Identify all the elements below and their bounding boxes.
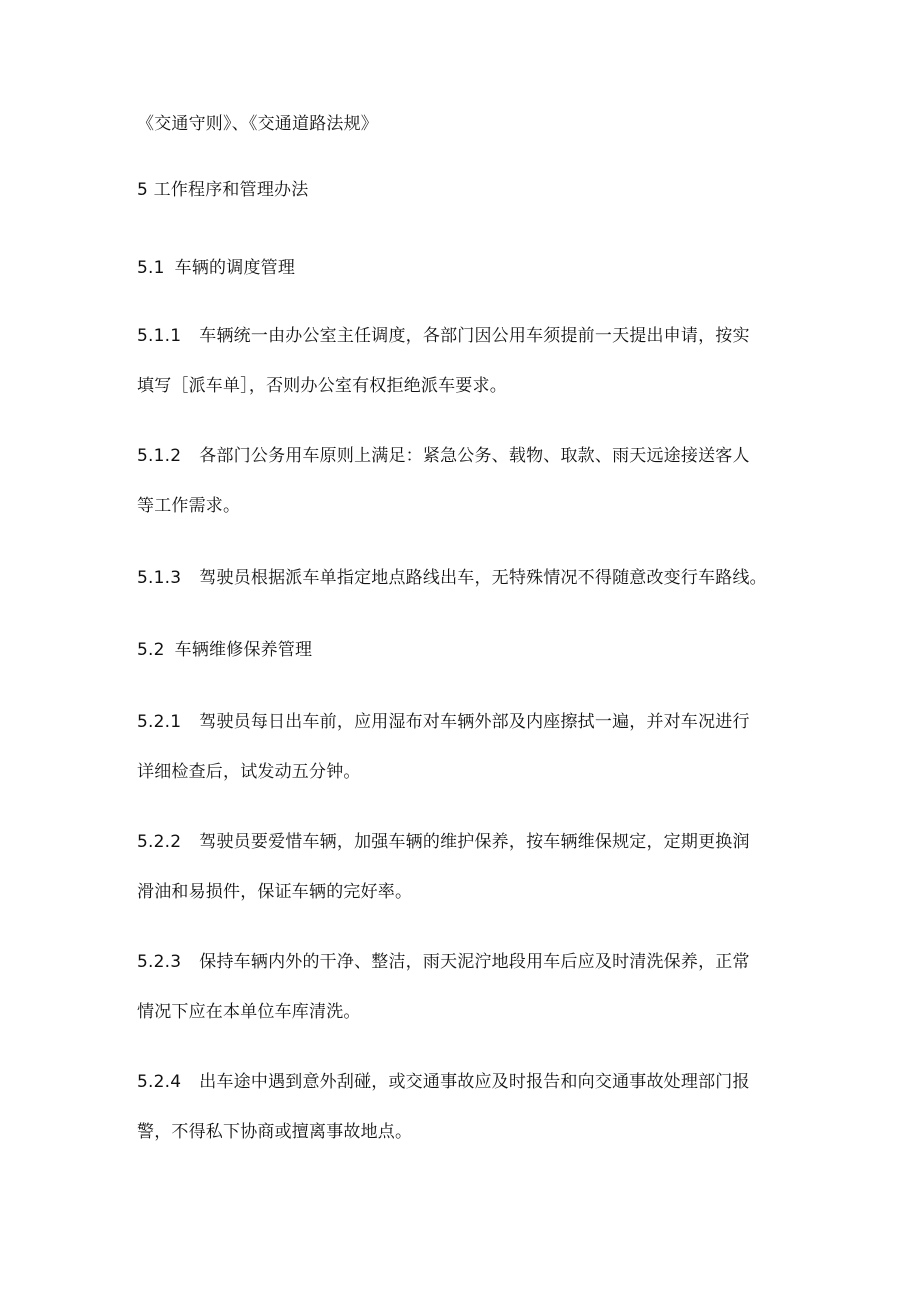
clause-continuation [137, 374, 797, 398]
line-text: 驾驶员根据派车单指定地点路线出车，无特殊情况不得随意改变行车路线。 [199, 568, 767, 588]
line-text: 车辆的调度管理 [174, 258, 296, 278]
clause-number: 5.2.2 [137, 832, 182, 852]
line-text: 《交通守则》、《交通道路法规》 [137, 114, 378, 134]
subsection-heading [137, 256, 797, 280]
clause-number: 5.2.4 [137, 1072, 182, 1092]
clause-line [137, 950, 797, 974]
clause-number: 5.1.3 [137, 568, 182, 588]
line-text: 出车途中遇到意外刮碰，或交通事故应及时报告和向交通事故处理部门报 [199, 1072, 750, 1092]
clause-number: 5.2.1 [137, 712, 182, 732]
clause-number: 5.1.1 [137, 326, 182, 346]
line-text: 等工作需求。 [137, 496, 241, 516]
line-text: 情况下应在本单位车库清洗。 [137, 1002, 361, 1022]
subsection-heading [137, 638, 797, 662]
clause-number: 5.1 [137, 258, 165, 278]
clause-number: 5.1.2 [137, 446, 182, 466]
line-text: 填写［派车单］，否则办公室有权拒绝派车要求。 [137, 376, 507, 396]
line-text: 保持车辆内外的干净、整洁，雨天泥泞地段用车后应及时清洗保养，正常 [199, 952, 750, 972]
line-text: 滑油和易损件，保证车辆的完好率。 [137, 882, 413, 902]
text-line [137, 112, 797, 136]
clause-continuation [137, 1000, 797, 1024]
clause-continuation [137, 880, 797, 904]
clause-line [137, 324, 797, 348]
line-text: 驾驶员要爱惜车辆，加强车辆的维护保养，按车辆维保规定，定期更换润 [199, 832, 750, 852]
line-text: 各部门公务用车原则上满足：紧急公务、载物、取款、雨天远途接送客人 [199, 446, 750, 466]
clause-line [137, 566, 797, 590]
clause-line [137, 1070, 797, 1094]
clause-continuation [137, 494, 797, 518]
clause-line [137, 710, 797, 734]
clause-continuation [137, 1120, 797, 1144]
section-heading [137, 178, 797, 202]
line-text: 车辆维修保养管理 [174, 640, 313, 660]
line-text: 警，不得私下协商或擅离事故地点。 [137, 1122, 413, 1142]
line-text: 5 工作程序和管理办法 [137, 180, 309, 200]
clause-number: 5.2.3 [137, 952, 182, 972]
clause-continuation [137, 760, 797, 784]
line-text: 详细检查后，试发动五分钟。 [137, 762, 361, 782]
line-text: 车辆统一由办公室主任调度，各部门因公用车须提前一天提出申请，按实 [199, 326, 750, 346]
clause-line [137, 444, 797, 468]
clause-number: 5.2 [137, 640, 165, 660]
line-text: 驾驶员每日出车前，应用湿布对车辆外部及内座擦拭一遍，并对车况进行 [199, 712, 750, 732]
clause-line [137, 830, 797, 854]
